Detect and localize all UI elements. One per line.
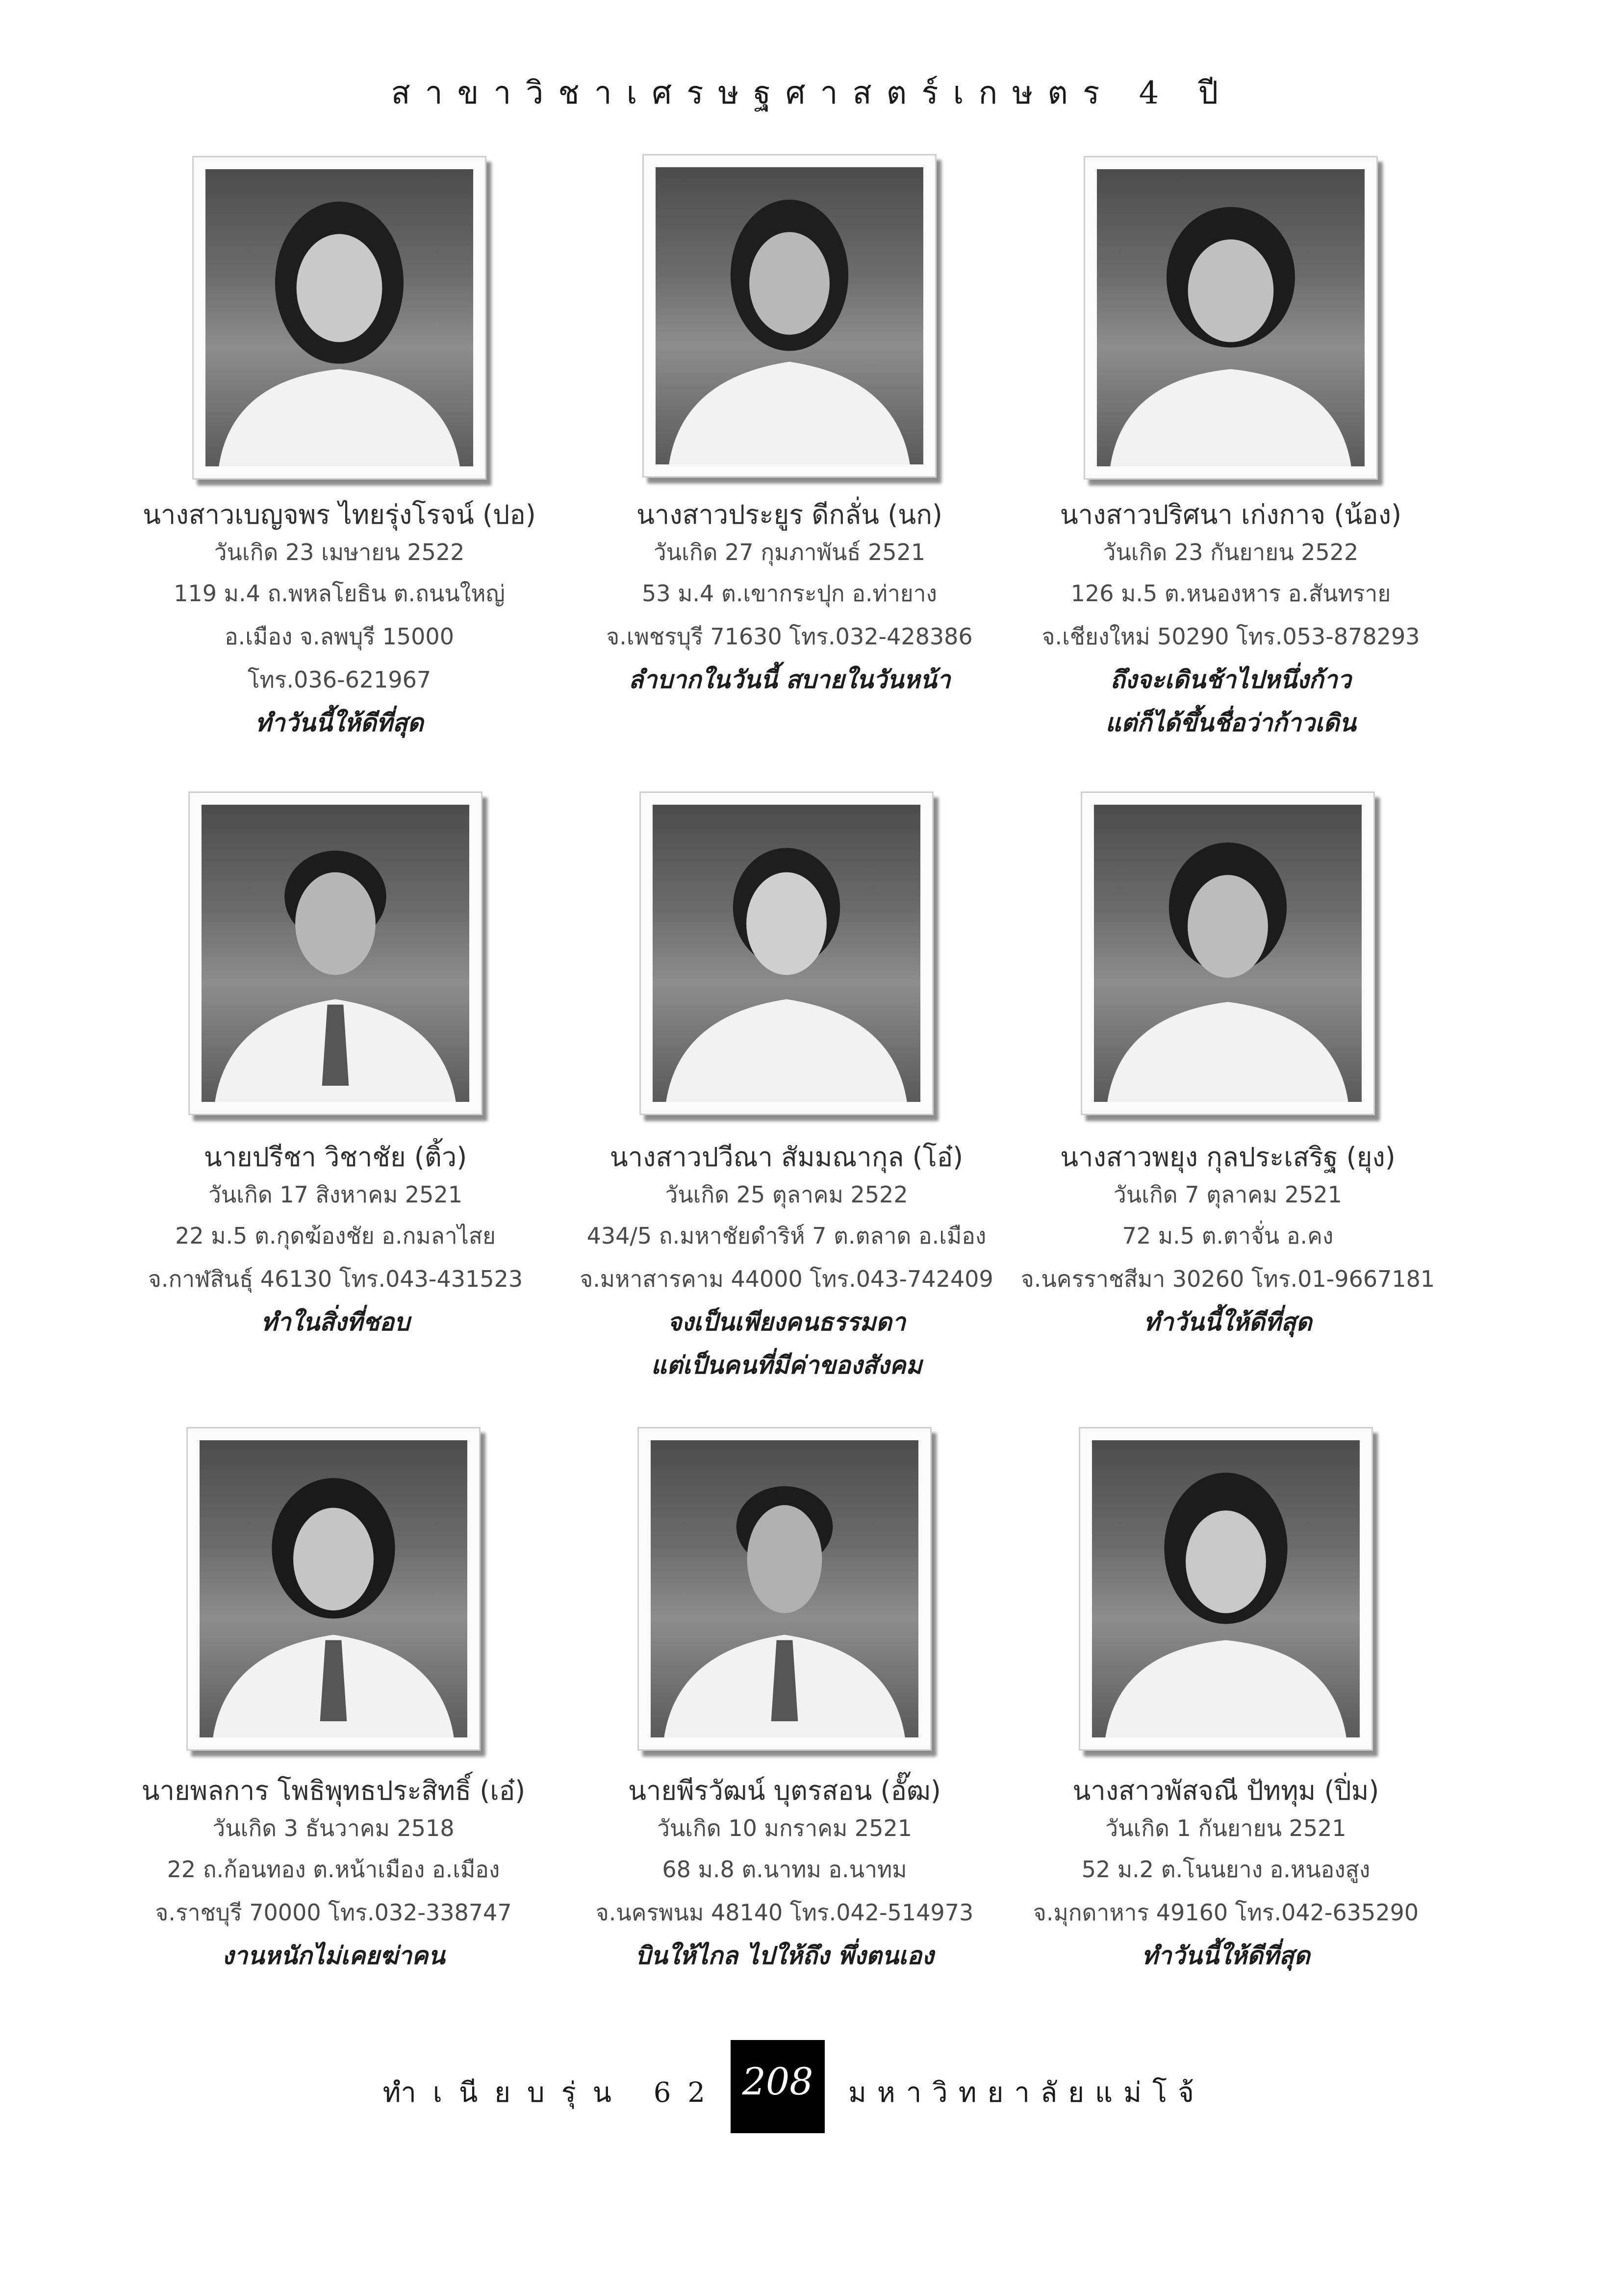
student-card <box>983 1142 1473 1342</box>
student-card <box>544 499 1035 699</box>
student-birthday: วันเกิด 3 ธันวาคม 2518 <box>212 1815 455 1841</box>
student-card <box>541 1142 1032 1389</box>
student-card <box>88 1775 579 1975</box>
student-photo <box>192 156 486 480</box>
student-photo <box>188 791 482 1115</box>
student-name: นางสาวปวีณา สัมมณากุล (โอ๋) <box>609 1142 964 1173</box>
student-motto: บินให้ไกล ไปให้ถึง พึ่งตนเอง <box>635 1941 934 1970</box>
student-card <box>986 499 1476 746</box>
student-motto: ทำวันนี้ให้ดีที่สุด <box>255 709 424 737</box>
student-name: นายพลการ โพธิพุทธประสิทธิ์ (เอ๋) <box>141 1775 526 1806</box>
student-motto: แต่เป็นคนที่มีค่าของสังคม <box>651 1351 922 1379</box>
student-photo <box>642 154 937 478</box>
student-photo <box>186 1427 481 1751</box>
student-name: นายปรีชา วิชาชัย (ติ้ว) <box>203 1142 467 1173</box>
student-address: จ.เชียงใหม่ 50290 โทร.053-878293 <box>1041 623 1420 650</box>
student-address: 119 ม.4 ถ.พหลโยธิน ต.ถนนใหญ่ <box>174 580 505 607</box>
footer-yearbook-title: ทำเนียบรุ่น 62 <box>382 2077 722 2109</box>
student-name: นางสาวปริศนา เก่งกาจ (น้อง) <box>1060 499 1402 530</box>
student-address: จ.มหาสารคาม 44000 โทร.043-742409 <box>580 1266 993 1292</box>
student-card <box>94 499 584 746</box>
student-motto: ทำวันนี้ให้ดีที่สุด <box>1142 1941 1310 1970</box>
page-footer <box>0 2040 1624 2133</box>
student-name: นางสาวพัสจณี ปัททุม (ปิ่ม) <box>1072 1775 1379 1806</box>
student-photo <box>1081 791 1375 1115</box>
student-address: จ.เพชรบุรี 71630 โทร.032-428386 <box>606 623 973 650</box>
student-phone: โทร.036-621967 <box>247 666 431 693</box>
student-name: นางสาวพยุง กุลประเสริฐ (ยุง) <box>1060 1142 1396 1173</box>
student-address: 72 ม.5 ต.ตาจั่น อ.คง <box>1122 1223 1334 1249</box>
student-card <box>539 1775 1030 1975</box>
student-photo <box>637 1427 932 1751</box>
student-birthday: วันเกิด 23 เมษายน 2522 <box>214 539 465 565</box>
student-photo <box>1084 156 1378 480</box>
student-birthday: วันเกิด 23 กันยายน 2522 <box>1103 539 1359 565</box>
student-address: จ.นครราชสีมา 30260 โทร.01-9667181 <box>1020 1266 1435 1292</box>
footer-university-name: มหาวิทยาลัยแม่โจ้ <box>848 2077 1205 2109</box>
student-birthday: วันเกิด 10 มกราคม 2521 <box>657 1815 912 1841</box>
student-address: จ.ราชบุรี 70000 โทร.032-338747 <box>155 1899 512 1926</box>
student-address: อ.เมือง จ.ลพบุรี 15000 <box>225 623 454 650</box>
student-motto: จงเป็นเพียงคนธรรมดา <box>667 1308 906 1336</box>
student-birthday: วันเกิด 25 ตุลาคม 2522 <box>665 1181 908 1208</box>
student-address: 126 ม.5 ต.หนองหาร อ.สันทราย <box>1070 580 1391 607</box>
student-address: จ.มุกดาหาร 49160 โทร.042-635290 <box>1033 1899 1419 1926</box>
student-birthday: วันเกิด 1 กันยายน 2521 <box>1105 1815 1346 1841</box>
student-photo <box>1079 1427 1373 1751</box>
student-birthday: วันเกิด 27 กุมภาพันธ์ 2521 <box>653 539 926 565</box>
student-motto: ลำบากในวันนี้ สบายในวันหน้า <box>628 665 951 694</box>
page-number: 208 <box>731 2040 825 2133</box>
student-motto: ถึงจะเดินช้าไปหนึ่งก้าว <box>1110 665 1351 694</box>
student-address: 52 ม.2 ต.โนนยาง อ.หนองสูง <box>1081 1856 1370 1883</box>
page-title: สาขาวิชาเศรษฐศาสตร์เกษตร 4 ปี <box>391 75 1233 111</box>
student-address: 22 ถ.ก้อนทอง ต.หน้าเมือง อ.เมือง <box>167 1856 500 1883</box>
student-birthday: วันเกิด 17 สิงหาคม 2521 <box>208 1181 462 1208</box>
student-motto: ทำในสิ่งที่ชอบ <box>261 1308 410 1336</box>
student-motto: แต่ก็ได้ขึ้นชื่อว่าก้าวเดิน <box>1105 709 1356 737</box>
student-address: จ.นครพนม 48140 โทร.042-514973 <box>595 1899 974 1926</box>
student-address: 53 ม.4 ต.เขากระปุก อ.ท่ายาง <box>641 580 938 607</box>
student-motto: งานหนักไม่เคยฆ่าคน <box>222 1941 445 1970</box>
student-birthday: วันเกิด 7 ตุลาคม 2521 <box>1114 1181 1342 1208</box>
student-address: 68 ม.8 ต.นาทม อ.นาทม <box>662 1856 907 1883</box>
student-name: นายพีรวัฒน์ บุตรสอน (อั๊ฒ) <box>628 1775 941 1806</box>
student-photo <box>639 791 934 1115</box>
student-card <box>981 1775 1471 1975</box>
student-motto: ทำวันนี้ให้ดีที่สุด <box>1143 1308 1312 1336</box>
student-card <box>90 1142 581 1342</box>
student-name: นางสาวประยูร ดีกลั่น (นก) <box>636 499 942 530</box>
student-address: 434/5 ถ.มหาชัยดำริห์ 7 ต.ตลาด อ.เมือง <box>586 1223 987 1249</box>
student-name: นางสาวเบญจพร ไทยรุ่งโรจน์ (ปอ) <box>143 499 536 530</box>
student-address: 22 ม.5 ต.กุดฆ้องชัย อ.กมลาไสย <box>175 1223 496 1249</box>
student-address: จ.กาฬสินธุ์ 46130 โทร.043-431523 <box>148 1266 523 1292</box>
